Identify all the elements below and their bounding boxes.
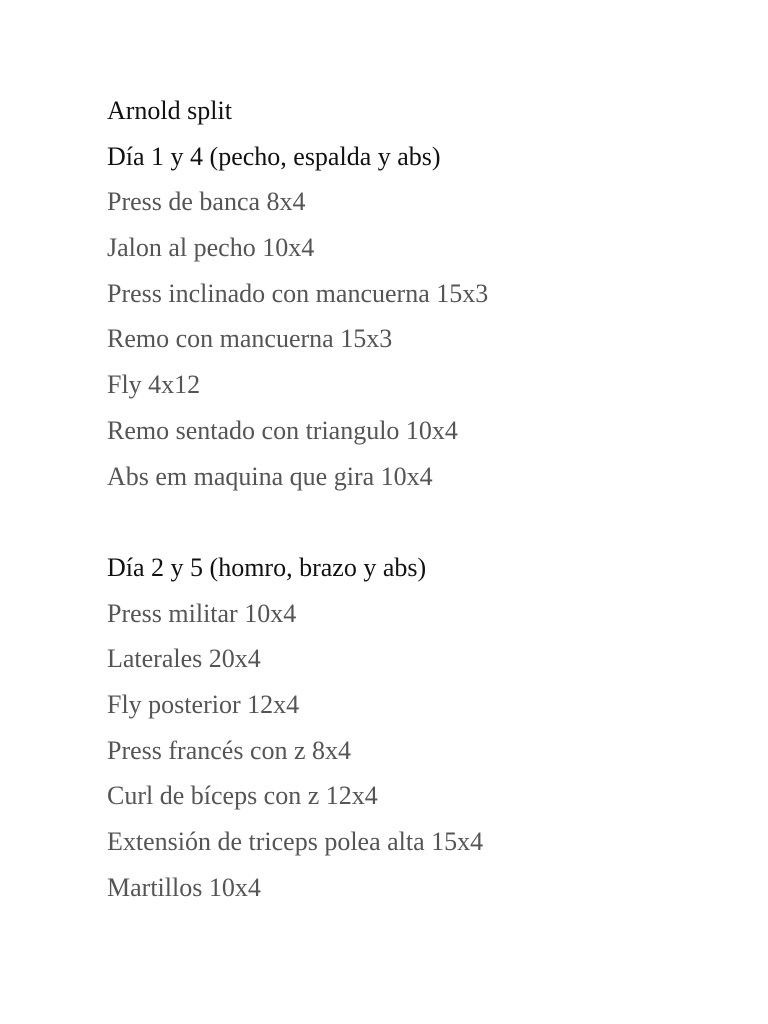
section-day-1-4 bbox=[107, 134, 747, 500]
section-spacer bbox=[107, 499, 747, 545]
exercise-item: Martillos 10x4 bbox=[107, 872, 261, 902]
exercise-item: Remo sentado con triangulo 10x4 bbox=[107, 415, 458, 445]
exercise-item: Press inclinado con mancuerna 15x3 bbox=[107, 278, 489, 308]
exercise-item: Remo con mancuerna 15x3 bbox=[107, 324, 393, 354]
section-day-2-5 bbox=[107, 545, 747, 911]
exercise-item: Fly posterior 12x4 bbox=[107, 689, 300, 719]
exercise-item: Curl de bíceps con z 12x4 bbox=[107, 781, 378, 811]
exercise-item: Jalon al pecho 10x4 bbox=[107, 233, 315, 263]
exercise-item: Laterales 20x4 bbox=[107, 644, 261, 674]
exercise-item: Press militar 10x4 bbox=[107, 598, 297, 628]
document-title: Arnold split bbox=[107, 96, 232, 125]
section-heading: Día 1 y 4 (pecho, espalda y abs) bbox=[107, 141, 441, 171]
exercise-item: Press francés con z 8x4 bbox=[107, 735, 352, 765]
exercise-item: Abs em maquina que gira 10x4 bbox=[107, 461, 433, 491]
exercise-item: Extensión de triceps polea alta 15x4 bbox=[107, 827, 484, 856]
exercise-item: Fly 4x12 bbox=[107, 370, 201, 400]
exercise-item: Press de banca 8x4 bbox=[107, 187, 306, 217]
document-body bbox=[107, 88, 747, 910]
section-heading: Día 2 y 5 (homro, brazo y abs) bbox=[107, 552, 427, 582]
